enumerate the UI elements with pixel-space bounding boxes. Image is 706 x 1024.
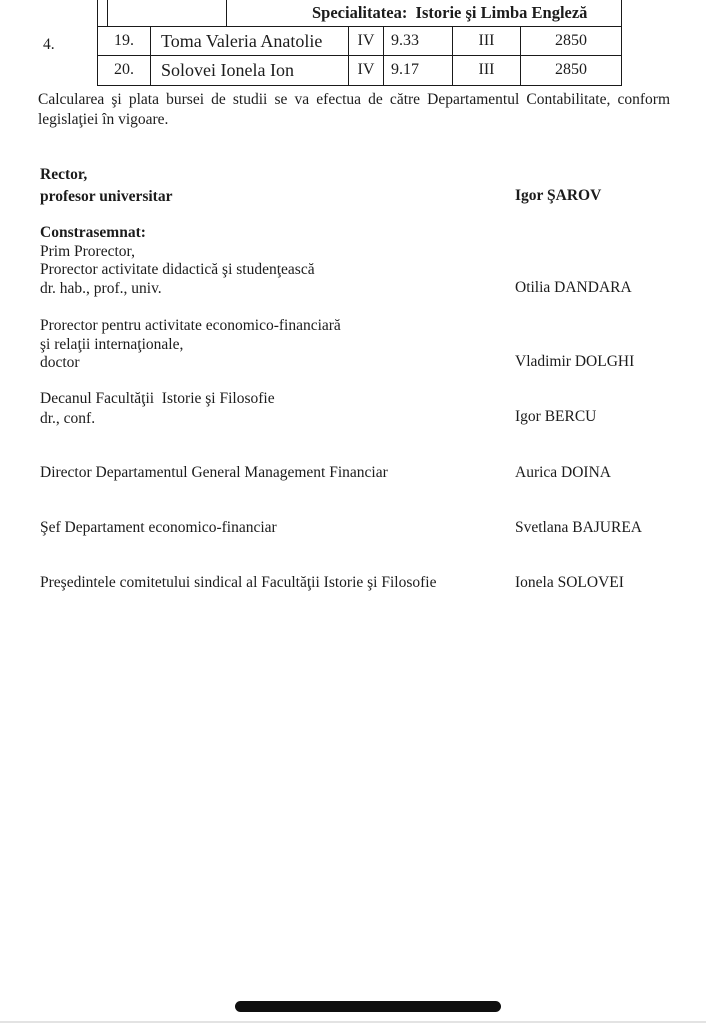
rector-title-line: profesor universitar [40, 188, 173, 205]
signatory-title-line: Prorector pentru activitate economico-financiară [40, 317, 341, 334]
rector-title-line: Rector, [40, 166, 88, 183]
cell-student-name: Solovei Ionela Ion [151, 56, 349, 84]
table-header-empty-cell [108, 0, 227, 26]
table-header-specialty: Specialitatea: Istorie şi Limba Engleză [312, 3, 588, 22]
signatory-title-line: Şef Departament economico-financiar [40, 519, 277, 536]
cell-amount: 2850 [555, 61, 587, 79]
students-table [97, 0, 622, 86]
signatory-title-line: doctor [40, 354, 80, 371]
bottom-edge-divider [0, 1021, 706, 1023]
cell-row-number: 20. [98, 56, 151, 84]
home-indicator-bar[interactable] [235, 1001, 501, 1012]
signatory-name: Svetlana BAJUREA [515, 519, 643, 536]
signatory-title-line: Prim Prorector, [40, 243, 135, 260]
cell-category: III [453, 56, 521, 84]
cell-amount: 2850 [555, 32, 587, 50]
signatory-title-line: dr., conf. [40, 410, 96, 427]
signatory-name: Igor ŞAROV [515, 187, 602, 204]
cell-row-number: 19. [98, 27, 151, 55]
signatory-title-line: Decanul Facultăţii Istorie şi Filosofie [40, 390, 275, 407]
signatory-name: Ionela SOLOVEI [515, 574, 624, 591]
signatory-name: Aurica DOINA [515, 464, 611, 481]
calculation-paragraph [38, 90, 670, 129]
table-row [98, 27, 621, 56]
cell-category: III [453, 27, 521, 55]
item-number: 4. [43, 36, 55, 53]
signatory-title-line: Prorector activitate didactică şi studenţească [40, 261, 315, 278]
signatory-name: Vladimir DOLGHI [515, 353, 635, 370]
table-header-stub-cell [98, 0, 108, 26]
paragraph-line: legislaţiei în vigoare. [38, 110, 169, 128]
cell-grade: 9.33 [384, 27, 453, 55]
cell-student-name: Toma Valeria Anatolie [151, 27, 349, 55]
table-row [98, 56, 621, 85]
signatory-title-line: Director Departamentul General Management Financiar [40, 464, 388, 481]
cell-study-year: IV [349, 56, 384, 84]
table-header-row [98, 0, 621, 27]
signatory-title-line: Preşedintele comitetului sindical al Facultăţii Istorie şi Filosofie [40, 574, 437, 591]
paragraph-line: Calcularea şi plata bursei de studii se va efectua de către Departamentul Contabilitate, conform [38, 91, 670, 108]
cell-grade: 9.17 [384, 56, 453, 84]
signatory-name: Igor BERCU [515, 408, 597, 425]
countersigned-label: Constrasemnat: [40, 224, 146, 241]
cell-study-year: IV [349, 27, 384, 55]
signatory-title-line: şi relaţii internaţionale, [40, 336, 184, 353]
signatory-title-line: dr. hab., prof., univ. [40, 280, 162, 297]
signatory-name: Otilia DANDARA [515, 279, 632, 296]
